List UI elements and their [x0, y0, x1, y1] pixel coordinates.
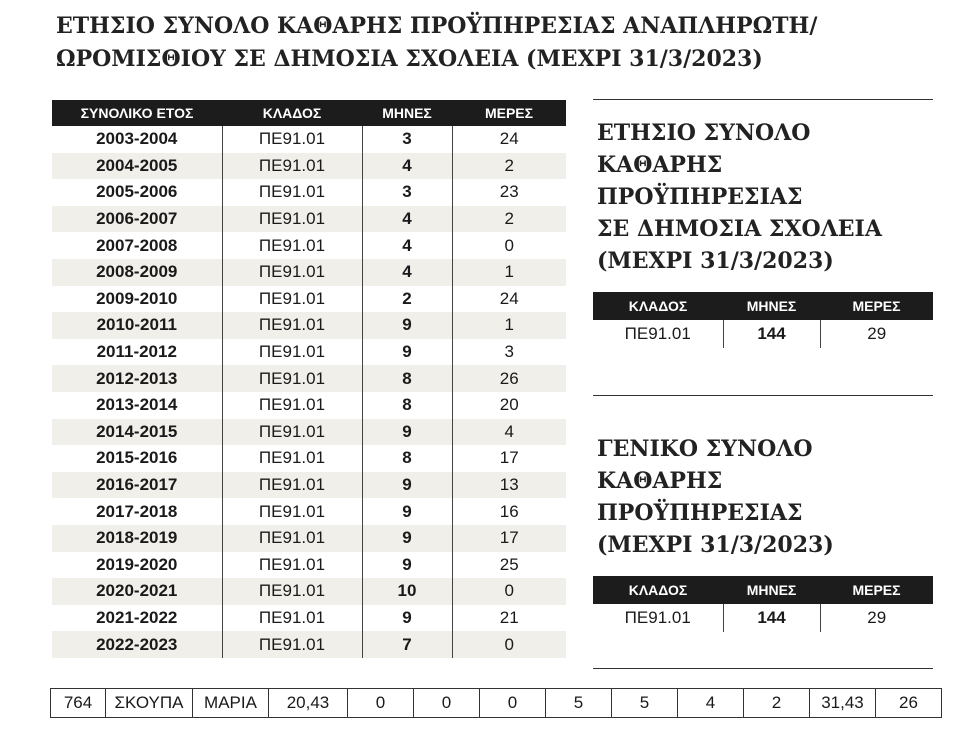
divider-top [593, 99, 933, 100]
table-row [52, 206, 566, 233]
branch-cell: ΠΕ91.01 [222, 392, 362, 419]
title-line-1: ΕΤΗΣΙΟ ΣΥΝΟΛΟ ΚΑΘΑΡΗΣ ΠΡΟΫΠΗΡΕΣΙΑΣ ΑΝΑΠΛΗΡΩΤΗ/ [56, 13, 818, 39]
months-cell: 9 [362, 472, 452, 499]
year-cell: 2012-2013 [52, 365, 222, 392]
branch-cell: ΠΕ91.01 [222, 552, 362, 579]
summary-cell: 20,43 [269, 689, 348, 718]
general-header-branch: ΚΛΑΔΟΣ [593, 576, 723, 604]
days-cell: 24 [499, 288, 519, 308]
table-header-row [52, 100, 566, 126]
table-row [52, 286, 566, 313]
year-cell: 2011-2012 [52, 339, 222, 366]
months-cell: 4 [362, 153, 452, 180]
annual-value-row [593, 320, 933, 348]
annual-header-months: ΜΗΝΕΣ [723, 292, 820, 320]
table-row [52, 525, 566, 552]
annual-title-line-2: ΚΑΘΑΡΗΣ [597, 152, 723, 178]
branch-cell: ΠΕ91.01 [222, 631, 362, 658]
annual-days-value: 29 [867, 324, 887, 343]
year-cell: 2013-2014 [52, 392, 222, 419]
table-row [52, 419, 566, 446]
months-cell: 9 [362, 498, 452, 525]
annual-total-title [597, 117, 882, 277]
months-cell: 8 [362, 445, 452, 472]
general-days-value: 29 [867, 608, 887, 627]
days-cell: 0 [452, 631, 566, 658]
year-cell: 2020-2021 [52, 578, 222, 605]
days-cell: 2 [452, 153, 566, 180]
branch-cell: ΠΕ91.01 [222, 206, 362, 233]
summary-cell: 5 [546, 689, 612, 718]
months-cell: 10 [362, 578, 452, 605]
days-cell: 1 [452, 312, 566, 339]
header-total-year: ΣΥΝΟΛΙΚΟ ΕΤΟΣ [52, 100, 222, 126]
summary-cell: ΣΚΟΥΠΑ [106, 689, 193, 718]
annual-header-days: ΜΕΡΕΣ [820, 292, 933, 320]
summary-cell: 2 [744, 689, 810, 718]
summary-cell: 5 [612, 689, 678, 718]
months-cell: 9 [362, 552, 452, 579]
branch-cell: ΠΕ91.01 [222, 126, 362, 153]
days-cell: 17 [452, 525, 566, 552]
divider-bottom [593, 668, 933, 669]
general-title-line-2: ΚΑΘΑΡΗΣ [597, 468, 723, 494]
days-cell: 16 [499, 501, 519, 521]
service-years-table [52, 100, 566, 658]
summary-cell: 31,43 [810, 689, 876, 718]
branch-cell: ΠΕ91.01 [222, 365, 362, 392]
days-cell: 2 [452, 206, 566, 233]
summary-row-table [50, 688, 942, 718]
header-branch: ΚΛΑΔΟΣ [222, 100, 362, 126]
general-header-months: ΜΗΝΕΣ [723, 576, 820, 604]
year-cell: 2009-2010 [52, 286, 222, 313]
table-row [52, 312, 566, 339]
table-row [52, 126, 566, 153]
days-cell: 0 [504, 235, 514, 255]
months-cell: 9 [362, 605, 452, 632]
branch-cell: ΠΕ91.01 [222, 419, 362, 446]
table-row [52, 605, 566, 632]
months-cell: 9 [362, 312, 452, 339]
summary-cell: 4 [678, 689, 744, 718]
months-cell: 3 [362, 179, 452, 206]
general-title-line-3: ΠΡΟΫΠΗΡΕΣΙΑΣ [597, 500, 803, 526]
branch-cell: ΠΕ91.01 [222, 445, 362, 472]
days-cell: 13 [452, 472, 566, 499]
general-header-days: ΜΕΡΕΣ [820, 576, 933, 604]
general-value-row [593, 604, 933, 632]
page-title [56, 10, 817, 76]
year-cell: 2022-2023 [52, 631, 222, 658]
table-row [52, 339, 566, 366]
year-cell: 2008-2009 [52, 259, 222, 286]
annual-branch-value: ΠΕ91.01 [593, 320, 723, 348]
year-cell: 2007-2008 [52, 232, 222, 259]
table-row [52, 578, 566, 605]
annual-title-line-5: (ΜΕΧΡΙ 31/3/2023) [597, 248, 834, 274]
days-cell: 17 [499, 448, 519, 468]
summary-cell: 764 [51, 689, 106, 718]
year-cell: 2018-2019 [52, 525, 222, 552]
months-cell: 8 [362, 392, 452, 419]
months-cell: 4 [362, 259, 452, 286]
year-cell: 2015-2016 [52, 445, 222, 472]
annual-title-line-1: ΕΤΗΣΙΟ ΣΥΝΟΛΟ [597, 120, 811, 146]
divider-middle [593, 395, 933, 396]
annual-total-table [593, 292, 933, 348]
branch-cell: ΠΕ91.01 [222, 259, 362, 286]
months-cell: 4 [362, 206, 452, 233]
year-cell: 2003-2004 [52, 126, 222, 153]
table-body [52, 126, 566, 658]
days-cell: 21 [499, 607, 519, 627]
year-cell: 2010-2011 [52, 312, 222, 339]
table-row [52, 259, 566, 286]
summary-row [51, 689, 942, 718]
table-row [52, 552, 566, 579]
months-cell: 7 [362, 631, 452, 658]
branch-cell: ΠΕ91.01 [222, 153, 362, 180]
year-cell: 2006-2007 [52, 206, 222, 233]
months-cell: 9 [362, 339, 452, 366]
summary-cell: 0 [480, 689, 546, 718]
year-cell: 2004-2005 [52, 153, 222, 180]
summary-cell: 0 [348, 689, 414, 718]
annual-months-value: 144 [723, 320, 820, 348]
general-total-title [597, 433, 834, 561]
months-cell: 4 [362, 232, 452, 259]
table-row [52, 232, 566, 259]
annual-header-row [593, 292, 933, 320]
days-cell: 1 [452, 259, 566, 286]
year-cell: 2005-2006 [52, 179, 222, 206]
months-cell: 2 [362, 286, 452, 313]
table-row [52, 392, 566, 419]
months-cell: 9 [362, 525, 452, 552]
header-days: ΜΕΡΕΣ [452, 100, 566, 126]
year-cell: 2019-2020 [52, 552, 222, 579]
summary-cell: 26 [876, 689, 942, 718]
months-cell: 8 [362, 365, 452, 392]
days-cell: 20 [499, 395, 519, 415]
annual-header-branch: ΚΛΑΔΟΣ [593, 292, 723, 320]
year-cell: 2016-2017 [52, 472, 222, 499]
header-months: ΜΗΝΕΣ [362, 100, 452, 126]
days-cell: 23 [499, 182, 519, 202]
table-row [52, 631, 566, 658]
year-cell: 2021-2022 [52, 605, 222, 632]
days-cell: 3 [504, 342, 514, 362]
summary-cell: ΜΑΡΙΑ [193, 689, 269, 718]
general-header-row [593, 576, 933, 604]
branch-cell: ΠΕ91.01 [222, 286, 362, 313]
branch-cell: ΠΕ91.01 [222, 472, 362, 499]
branch-cell: ΠΕ91.01 [222, 605, 362, 632]
days-cell: 0 [452, 578, 566, 605]
table-row [52, 179, 566, 206]
branch-cell: ΠΕ91.01 [222, 339, 362, 366]
months-cell: 9 [362, 419, 452, 446]
branch-cell: ΠΕ91.01 [222, 312, 362, 339]
days-cell: 26 [452, 365, 566, 392]
table-row [52, 472, 566, 499]
table-row [52, 365, 566, 392]
year-cell: 2014-2015 [52, 419, 222, 446]
table-row [52, 498, 566, 525]
table-row [52, 445, 566, 472]
months-cell: 3 [362, 126, 452, 153]
annual-title-line-3: ΠΡΟΫΠΗΡΕΣΙΑΣ [597, 184, 803, 210]
title-line-2: ΩΡΟΜΙΣΘΙΟΥ ΣΕ ΔΗΜΟΣΙΑ ΣΧΟΛΕΙΑ (ΜΕΧΡΙ 31/3/2023) [56, 46, 763, 72]
summary-cell: 0 [414, 689, 480, 718]
days-cell: 25 [499, 554, 519, 574]
year-cell: 2017-2018 [52, 498, 222, 525]
general-title-line-1: ΓΕΝΙΚΟ ΣΥΝΟΛΟ [597, 436, 813, 462]
general-title-line-4: (ΜΕΧΡΙ 31/3/2023) [597, 532, 834, 558]
general-branch-value: ΠΕ91.01 [593, 604, 723, 632]
branch-cell: ΠΕ91.01 [222, 578, 362, 605]
annual-title-line-4: ΣΕ ΔΗΜΟΣΙΑ ΣΧΟΛΕΙΑ [597, 216, 882, 242]
branch-cell: ΠΕ91.01 [222, 525, 362, 552]
table-row [52, 153, 566, 180]
branch-cell: ΠΕ91.01 [222, 179, 362, 206]
days-cell: 24 [499, 129, 519, 149]
days-cell: 4 [452, 419, 566, 446]
branch-cell: ΠΕ91.01 [222, 498, 362, 525]
general-months-value: 144 [723, 604, 820, 632]
general-total-table [593, 576, 933, 632]
branch-cell: ΠΕ91.01 [222, 232, 362, 259]
